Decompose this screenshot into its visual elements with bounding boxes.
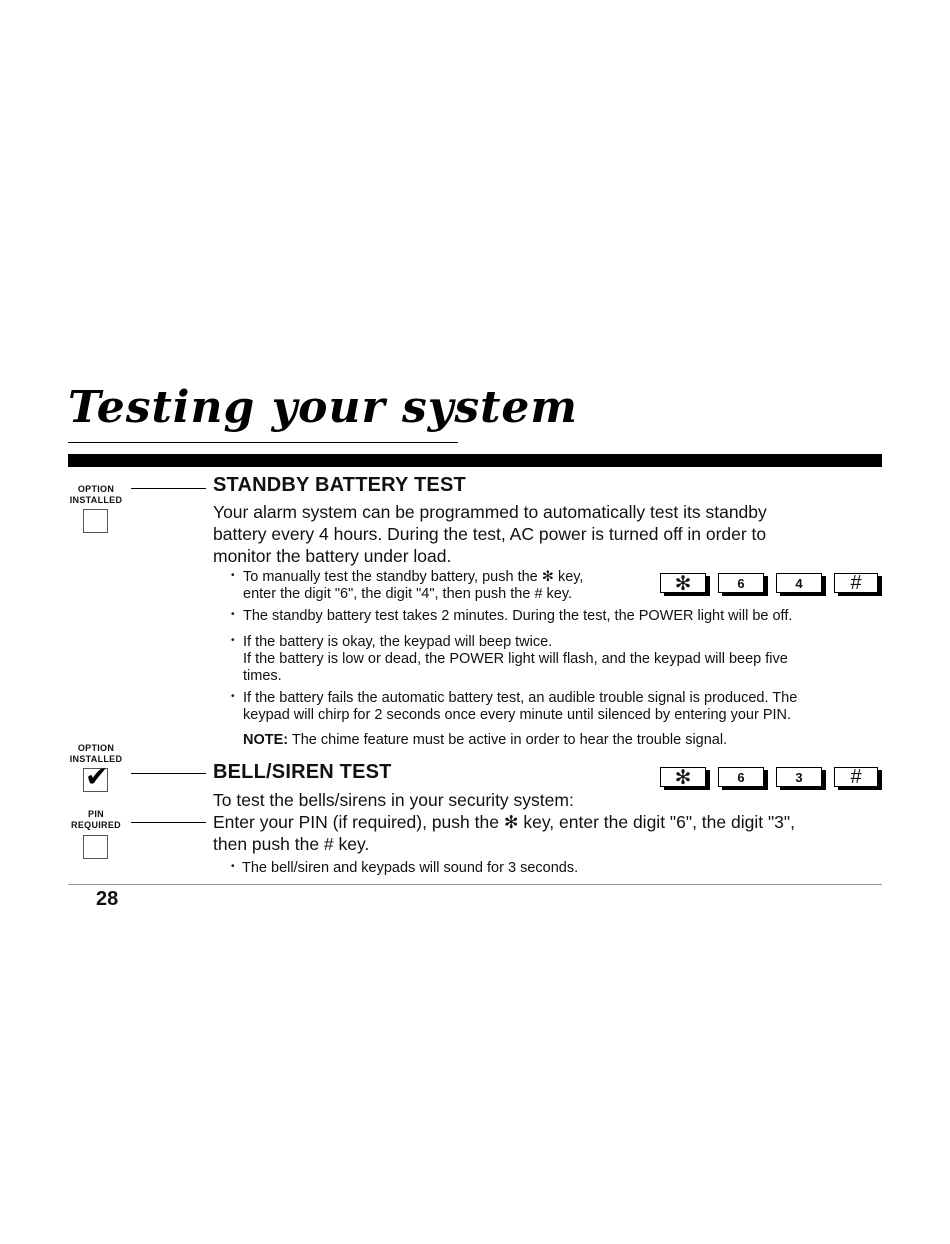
option-installed-checkbox-bell[interactable] [83,761,109,792]
option-installed-label: OPTION INSTALLED [69,743,123,764]
bell-siren-instructions: To test the bells/sirens in your security system: Enter your PIN (if required), push the ✻ key, enter the digit "6", the digit "3", then push the # key. [213,790,795,854]
keypad-3-key: 3 [776,767,822,787]
keypad-pound-key: # [834,767,878,787]
keypad-4-key: 4 [776,573,822,593]
section-divider-bar [68,454,882,467]
pin-required-checkbox[interactable] [83,835,108,859]
keypad-6-key: 6 [718,767,764,787]
title-underline [68,442,458,443]
keypad-pound-key: # [834,573,878,593]
option-installed-checkbox-standby[interactable] [83,509,108,533]
standby-bullet-auto-fail: If the battery fails the automatic battery test, an audible trouble signal is produced. The keypad will chirp for 2 seconds once every minute until silenced by entering your PIN. [243,690,798,723]
bullet-glyph: • [231,609,235,620]
page-title: Testing your system [68,382,578,433]
option-installed-label: OPTION INSTALLED [69,484,123,505]
keypad-star-key: ✻ [660,573,706,593]
bullet-glyph: • [231,570,235,581]
standby-intro: Your alarm system can be programmed to automatically test its standby battery every 4 hours. During the test, AC power is turned off in order to monitor the battery under load. [213,502,767,566]
bullet-glyph: • [231,691,235,702]
standby-note: NOTE: The chime feature must be active in order to hear the trouble signal. [243,732,728,748]
bell-siren-bullet-duration: The bell/siren and keypads will sound for 3 seconds. [242,860,579,876]
standby-bullet-results: If the battery is okay, the keypad will beep twice. If the battery is low or dead, the POWER light will flash, and the keypad will beep five times. [243,634,788,684]
bullet-glyph: • [231,635,235,646]
connector-line [131,773,206,774]
standby-battery-heading: STANDBY BATTERY TEST [213,474,466,496]
standby-bullet-manual-test: To manually test the standby battery, push the ✻ key, enter the digit "6", the digit "4", then push the # key. [243,569,584,602]
keypad-6-key: 6 [718,573,764,593]
connector-line [131,822,206,823]
pin-required-label: PIN REQUIRED [71,809,121,830]
standby-bullet-duration: The standby battery test takes 2 minutes. During the test, the POWER light will be off. [243,608,793,624]
keypad-star-key: ✻ [660,767,706,787]
connector-line [131,488,206,489]
page-number: 28 [96,888,119,910]
footer-rule [68,884,882,885]
bullet-glyph: • [231,861,235,872]
checkmark-icon: ✔ [85,761,109,792]
bell-siren-heading: BELL/SIREN TEST [213,761,392,783]
